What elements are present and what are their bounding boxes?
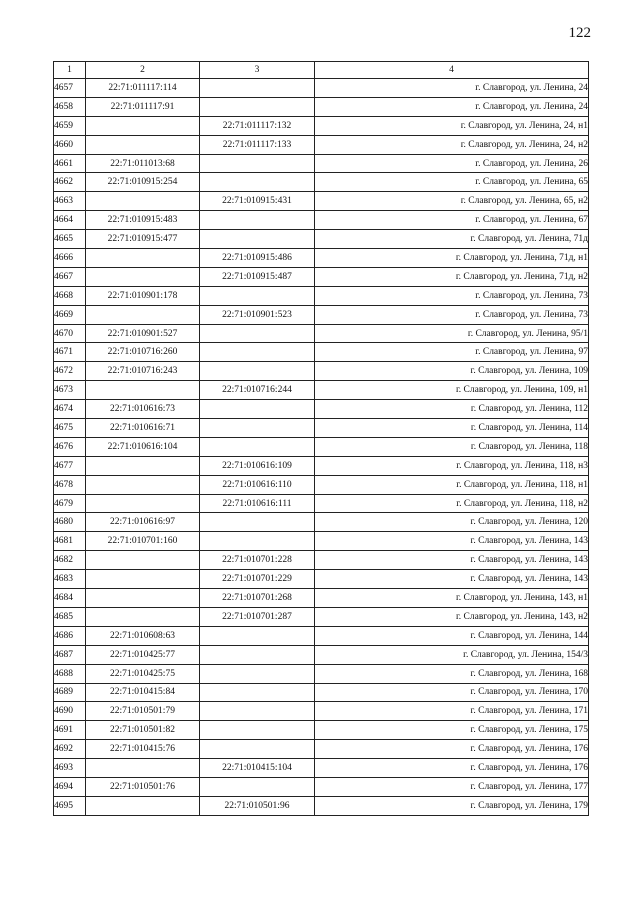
- address-cell: г. Славгород, ул. Ленина, 144: [315, 626, 589, 645]
- row-number-cell: 4671: [54, 343, 86, 362]
- cadastral-number-land-cell: 22:71:010616:71: [86, 419, 200, 438]
- cadastral-number-premises-cell: [200, 740, 315, 759]
- row-number-cell: 4668: [54, 286, 86, 305]
- address-cell: г. Славгород, ул. Ленина, 118, н2: [315, 494, 589, 513]
- cadastral-number-land-cell: [86, 589, 200, 608]
- cadastral-number-premises-cell: [200, 173, 315, 192]
- cadastral-number-premises-cell: [200, 400, 315, 419]
- cadastral-number-land-cell: [86, 192, 200, 211]
- row-number-cell: 4679: [54, 494, 86, 513]
- table-row: [54, 211, 589, 230]
- table-row: [54, 419, 589, 438]
- address-cell: г. Славгород, ул. Ленина, 118, н1: [315, 475, 589, 494]
- cadastral-number-premises-cell: 22:71:010915:431: [200, 192, 315, 211]
- cadastral-number-premises-cell: [200, 343, 315, 362]
- row-number-cell: 4670: [54, 324, 86, 343]
- cadastral-number-premises-cell: [200, 79, 315, 98]
- row-number-cell: 4683: [54, 570, 86, 589]
- table-row: [54, 135, 589, 154]
- address-cell: г. Славгород, ул. Ленина, 176: [315, 759, 589, 778]
- cadastral-number-premises-cell: 22:71:010701:268: [200, 589, 315, 608]
- address-cell: г. Славгород, ул. Ленина, 109, н1: [315, 381, 589, 400]
- cadastral-number-land-cell: 22:71:010501:82: [86, 721, 200, 740]
- table-row: [54, 154, 589, 173]
- row-number-cell: 4663: [54, 192, 86, 211]
- table-row: [54, 721, 589, 740]
- column-header-4: 4: [315, 62, 589, 79]
- cadastral-number-premises-cell: 22:71:010915:486: [200, 249, 315, 268]
- table-row: [54, 626, 589, 645]
- row-number-cell: 4692: [54, 740, 86, 759]
- cadastral-number-land-cell: 22:71:010716:260: [86, 343, 200, 362]
- row-number-cell: 4680: [54, 513, 86, 532]
- address-cell: г. Славгород, ул. Ленина, 176: [315, 740, 589, 759]
- cadastral-number-land-cell: [86, 116, 200, 135]
- address-cell: г. Славгород, ул. Ленина, 65: [315, 173, 589, 192]
- address-cell: г. Славгород, ул. Ленина, 97: [315, 343, 589, 362]
- cadastral-number-land-cell: [86, 305, 200, 324]
- row-number-cell: 4662: [54, 173, 86, 192]
- cadastral-number-land-cell: 22:71:010901:527: [86, 324, 200, 343]
- cadastral-number-land-cell: 22:71:010415:76: [86, 740, 200, 759]
- table-row: [54, 116, 589, 135]
- cadastral-number-premises-cell: 22:71:010501:96: [200, 796, 315, 815]
- address-cell: г. Славгород, ул. Ленина, 143, н1: [315, 589, 589, 608]
- table-row: [54, 249, 589, 268]
- cadastral-number-land-cell: 22:71:010915:477: [86, 230, 200, 249]
- row-number-cell: 4691: [54, 721, 86, 740]
- cadastral-number-premises-cell: [200, 626, 315, 645]
- address-cell: г. Славгород, ул. Ленина, 120: [315, 513, 589, 532]
- cadastral-number-premises-cell: [200, 362, 315, 381]
- cadastral-number-land-cell: 22:71:010701:160: [86, 532, 200, 551]
- row-number-cell: 4665: [54, 230, 86, 249]
- cadastral-number-land-cell: 22:71:010716:243: [86, 362, 200, 381]
- cadastral-number-land-cell: 22:71:011117:114: [86, 79, 200, 98]
- address-cell: г. Славгород, ул. Ленина, 171: [315, 702, 589, 721]
- cadastral-number-premises-cell: [200, 777, 315, 796]
- row-number-cell: 4690: [54, 702, 86, 721]
- table-row: [54, 796, 589, 815]
- address-cell: г. Славгород, ул. Ленина, 143, н2: [315, 607, 589, 626]
- cadastral-number-land-cell: 22:71:010608:63: [86, 626, 200, 645]
- row-number-cell: 4687: [54, 645, 86, 664]
- column-header-3: 3: [200, 62, 315, 79]
- table-row: [54, 79, 589, 98]
- address-cell: г. Славгород, ул. Ленина, 118, н3: [315, 456, 589, 475]
- address-cell: г. Славгород, ул. Ленина, 73: [315, 305, 589, 324]
- table-row: [54, 267, 589, 286]
- address-cell: г. Славгород, ул. Ленина, 71д, н1: [315, 249, 589, 268]
- cadastral-number-land-cell: [86, 551, 200, 570]
- cadastral-number-land-cell: [86, 607, 200, 626]
- address-cell: г. Славгород, ул. Ленина, 24: [315, 97, 589, 116]
- cadastral-number-land-cell: [86, 494, 200, 513]
- row-number-cell: 4693: [54, 759, 86, 778]
- row-number-cell: 4678: [54, 475, 86, 494]
- table-row: [54, 192, 589, 211]
- cadastral-number-land-cell: 22:71:010415:84: [86, 683, 200, 702]
- table-row: [54, 532, 589, 551]
- table-row: [54, 475, 589, 494]
- cadastral-number-land-cell: 22:71:010425:77: [86, 645, 200, 664]
- row-number-cell: 4688: [54, 664, 86, 683]
- cadastral-number-premises-cell: [200, 286, 315, 305]
- address-cell: г. Славгород, ул. Ленина, 168: [315, 664, 589, 683]
- cadastral-number-land-cell: 22:71:010616:97: [86, 513, 200, 532]
- address-cell: г. Славгород, ул. Ленина, 109: [315, 362, 589, 381]
- table-row: [54, 362, 589, 381]
- address-cell: г. Славгород, ул. Ленина, 154/3: [315, 645, 589, 664]
- cadastral-number-premises-cell: [200, 419, 315, 438]
- table-row: [54, 570, 589, 589]
- address-cell: г. Славгород, ул. Ленина, 24, н2: [315, 135, 589, 154]
- cadastral-number-premises-cell: 22:71:010616:109: [200, 456, 315, 475]
- row-number-cell: 4694: [54, 777, 86, 796]
- row-number-cell: 4695: [54, 796, 86, 815]
- address-cell: г. Славгород, ул. Ленина, 95/1: [315, 324, 589, 343]
- cadastral-number-premises-cell: 22:71:010616:110: [200, 475, 315, 494]
- property-registry-table: [53, 61, 589, 816]
- row-number-cell: 4666: [54, 249, 86, 268]
- cadastral-number-land-cell: 22:71:010425:75: [86, 664, 200, 683]
- table-row: [54, 324, 589, 343]
- table-row: [54, 513, 589, 532]
- cadastral-number-land-cell: 22:71:010616:104: [86, 437, 200, 456]
- row-number-cell: 4684: [54, 589, 86, 608]
- cadastral-number-premises-cell: [200, 230, 315, 249]
- table-row: [54, 343, 589, 362]
- table-row: [54, 494, 589, 513]
- cadastral-number-premises-cell: 22:71:010915:487: [200, 267, 315, 286]
- column-header-2: 2: [86, 62, 200, 79]
- cadastral-number-land-cell: 22:71:010501:76: [86, 777, 200, 796]
- table-row: [54, 589, 589, 608]
- address-cell: г. Славгород, ул. Ленина, 24, н1: [315, 116, 589, 135]
- cadastral-number-land-cell: [86, 456, 200, 475]
- cadastral-number-land-cell: [86, 135, 200, 154]
- cadastral-number-premises-cell: [200, 324, 315, 343]
- address-cell: г. Славгород, ул. Ленина, 175: [315, 721, 589, 740]
- row-number-cell: 4674: [54, 400, 86, 419]
- address-cell: г. Славгород, ул. Ленина, 67: [315, 211, 589, 230]
- cadastral-number-premises-cell: [200, 683, 315, 702]
- table-row: [54, 645, 589, 664]
- row-number-cell: 4658: [54, 97, 86, 116]
- cadastral-number-premises-cell: [200, 211, 315, 230]
- address-cell: г. Славгород, ул. Ленина, 73: [315, 286, 589, 305]
- table-header-row: [54, 62, 589, 79]
- table-row: [54, 683, 589, 702]
- table-row: [54, 759, 589, 778]
- table-row: [54, 305, 589, 324]
- page-number: 122: [568, 25, 591, 41]
- cadastral-number-premises-cell: 22:71:010415:104: [200, 759, 315, 778]
- row-number-cell: 4661: [54, 154, 86, 173]
- cadastral-number-land-cell: [86, 475, 200, 494]
- cadastral-number-premises-cell: 22:71:010716:244: [200, 381, 315, 400]
- row-number-cell: 4682: [54, 551, 86, 570]
- cadastral-number-premises-cell: 22:71:010616:111: [200, 494, 315, 513]
- row-number-cell: 4660: [54, 135, 86, 154]
- table-row: [54, 437, 589, 456]
- column-header-1: 1: [54, 62, 86, 79]
- cadastral-number-land-cell: 22:71:011013:68: [86, 154, 200, 173]
- cadastral-number-premises-cell: 22:71:010701:229: [200, 570, 315, 589]
- row-number-cell: 4664: [54, 211, 86, 230]
- cadastral-number-land-cell: [86, 570, 200, 589]
- address-cell: г. Славгород, ул. Ленина, 177: [315, 777, 589, 796]
- row-number-cell: 4685: [54, 607, 86, 626]
- cadastral-number-premises-cell: 22:71:011117:133: [200, 135, 315, 154]
- address-cell: г. Славгород, ул. Ленина, 143: [315, 570, 589, 589]
- row-number-cell: 4657: [54, 79, 86, 98]
- address-cell: г. Славгород, ул. Ленина, 170: [315, 683, 589, 702]
- table-row: [54, 456, 589, 475]
- table-row: [54, 400, 589, 419]
- cadastral-number-premises-cell: [200, 154, 315, 173]
- cadastral-number-land-cell: [86, 381, 200, 400]
- address-cell: г. Славгород, ул. Ленина, 71д, н2: [315, 267, 589, 286]
- address-cell: г. Славгород, ул. Ленина, 143: [315, 532, 589, 551]
- address-cell: г. Славгород, ул. Ленина, 179: [315, 796, 589, 815]
- table-row: [54, 230, 589, 249]
- cadastral-number-premises-cell: [200, 664, 315, 683]
- row-number-cell: 4686: [54, 626, 86, 645]
- cadastral-number-land-cell: [86, 249, 200, 268]
- address-cell: г. Славгород, ул. Ленина, 112: [315, 400, 589, 419]
- cadastral-number-land-cell: [86, 267, 200, 286]
- table-row: [54, 664, 589, 683]
- cadastral-number-land-cell: 22:71:011117:91: [86, 97, 200, 116]
- cadastral-number-land-cell: 22:71:010901:178: [86, 286, 200, 305]
- cadastral-number-land-cell: [86, 796, 200, 815]
- address-cell: г. Славгород, ул. Ленина, 71д: [315, 230, 589, 249]
- table-row: [54, 777, 589, 796]
- cadastral-number-premises-cell: 22:71:010701:228: [200, 551, 315, 570]
- cadastral-number-land-cell: 22:71:010915:254: [86, 173, 200, 192]
- row-number-cell: 4667: [54, 267, 86, 286]
- row-number-cell: 4659: [54, 116, 86, 135]
- cadastral-number-premises-cell: [200, 721, 315, 740]
- cadastral-number-premises-cell: 22:71:011117:132: [200, 116, 315, 135]
- table-row: [54, 551, 589, 570]
- cadastral-number-land-cell: [86, 759, 200, 778]
- row-number-cell: 4677: [54, 456, 86, 475]
- cadastral-number-premises-cell: 22:71:010901:523: [200, 305, 315, 324]
- cadastral-number-premises-cell: [200, 702, 315, 721]
- table-row: [54, 702, 589, 721]
- table-row: [54, 286, 589, 305]
- table-row: [54, 173, 589, 192]
- row-number-cell: 4676: [54, 437, 86, 456]
- table-row: [54, 381, 589, 400]
- cadastral-number-premises-cell: [200, 645, 315, 664]
- address-cell: г. Славгород, ул. Ленина, 114: [315, 419, 589, 438]
- table-row: [54, 607, 589, 626]
- table-row: [54, 740, 589, 759]
- row-number-cell: 4689: [54, 683, 86, 702]
- row-number-cell: 4681: [54, 532, 86, 551]
- cadastral-number-premises-cell: [200, 97, 315, 116]
- address-cell: г. Славгород, ул. Ленина, 26: [315, 154, 589, 173]
- table-body: [54, 79, 589, 816]
- row-number-cell: 4669: [54, 305, 86, 324]
- cadastral-number-premises-cell: [200, 532, 315, 551]
- table-row: [54, 97, 589, 116]
- address-cell: г. Славгород, ул. Ленина, 24: [315, 79, 589, 98]
- cadastral-number-premises-cell: 22:71:010701:287: [200, 607, 315, 626]
- row-number-cell: 4673: [54, 381, 86, 400]
- cadastral-number-premises-cell: [200, 513, 315, 532]
- row-number-cell: 4675: [54, 419, 86, 438]
- address-cell: г. Славгород, ул. Ленина, 118: [315, 437, 589, 456]
- address-cell: г. Славгород, ул. Ленина, 143: [315, 551, 589, 570]
- cadastral-number-land-cell: 22:71:010616:73: [86, 400, 200, 419]
- cadastral-number-land-cell: 22:71:010915:483: [86, 211, 200, 230]
- cadastral-number-premises-cell: [200, 437, 315, 456]
- address-cell: г. Славгород, ул. Ленина, 65, н2: [315, 192, 589, 211]
- cadastral-number-land-cell: 22:71:010501:79: [86, 702, 200, 721]
- row-number-cell: 4672: [54, 362, 86, 381]
